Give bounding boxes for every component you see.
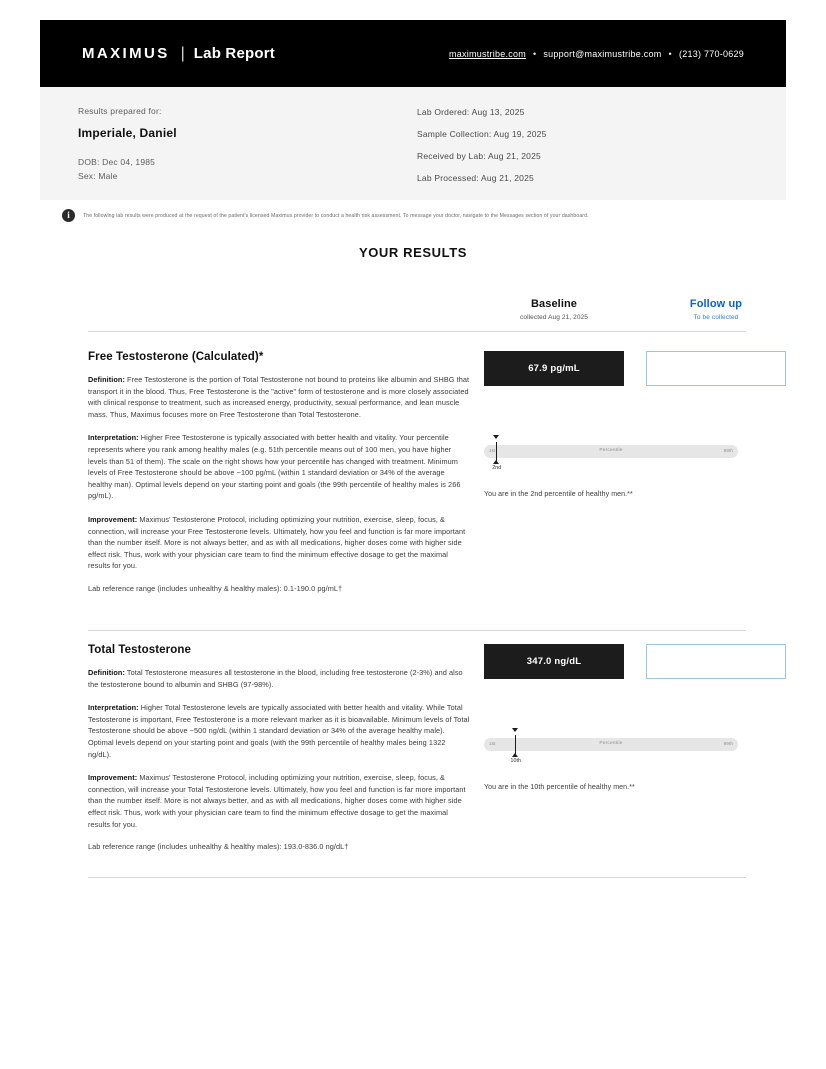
baseline-collected-date: collected Aug 21, 2025: [520, 314, 588, 321]
followup-label: Follow up: [689, 298, 743, 310]
column-header-followup: [646, 298, 786, 321]
interpretation-label: Interpretation:: [88, 433, 139, 443]
patient-sex: Sex: Male: [78, 171, 118, 181]
definition-paragraph: [88, 667, 470, 690]
interpretation-paragraph: [88, 702, 470, 760]
test-title: Free Testosterone (Calculated)*: [88, 351, 264, 363]
lab-reference-range: Lab reference range (includes unhealthy & healthy males): 193.0-836.0 ng/dL†: [88, 842, 349, 852]
disclaimer-row: [62, 209, 778, 222]
percentile-axis-label: Percentile: [599, 448, 623, 453]
definition-paragraph: [88, 374, 470, 420]
test-title: Total Testosterone: [88, 644, 191, 656]
support-email[interactable]: support@maximustribe.com: [543, 48, 662, 59]
baseline-value-box: 67.9 pg/mL: [484, 351, 624, 386]
separator-dot: •: [532, 48, 537, 59]
test-results-free-testosterone: [484, 351, 786, 498]
percentile-scale: [484, 728, 738, 764]
percentile-min-label: 1st: [489, 741, 496, 746]
received-by-lab-date: Received by Lab: Aug 21, 2025: [417, 151, 541, 161]
patient-info-panel: [40, 87, 786, 200]
marker-caret-up-icon: [512, 753, 518, 757]
results-column-headers: [484, 298, 786, 321]
percentile-note: You are in the 10th percentile of healthy men.**: [484, 784, 635, 791]
report-header: [40, 20, 786, 87]
marker-stem: [515, 735, 516, 754]
improvement-label: Improvement:: [88, 773, 138, 783]
value-row: [484, 351, 786, 386]
page-title: YOUR RESULTS: [358, 245, 468, 260]
followup-value-box[interactable]: [646, 644, 786, 679]
percentile-note: You are in the 2nd percentile of healthy men.**: [484, 491, 633, 498]
interpretation-text: Higher Total Testosterone levels are typically associated with better health and vitality. While Total Testosterone is important, Free Testosterone is a more relevant marker as it is bioavailable. Minimum levels of Total Testosterone should be above ~500 ng/dL (within 1 standard deviation or 34% of the average healthy male). Optimal levels depend on your starting point and goals (with the 99th percentile of healthy males being 1322 ng/dL).: [88, 703, 470, 759]
percentile-marker-label: 10th: [510, 758, 522, 764]
prepared-for-label: Results prepared for:: [78, 106, 162, 116]
support-phone[interactable]: (213) 770-0629: [678, 48, 744, 59]
patient-details: [78, 106, 177, 183]
brand-name: MAXIMUS: [82, 45, 170, 62]
divider-line: [88, 877, 746, 878]
interpretation-label: Interpretation:: [88, 703, 139, 713]
percentile-scale: [484, 435, 738, 471]
percentile-max-label: 99th: [723, 741, 733, 746]
info-icon: i: [62, 209, 75, 222]
lab-processed-date: Lab Processed: Aug 21, 2025: [417, 173, 534, 183]
definition-text: Free Testosterone is the portion of Total Testosterone not bound to proteins like albumin and SHBG that transport it in the blood. Thus, Free Testosterone is the "active" form of testosterone and is more closely associated with clinical response to treatment, such as increased energy, productivity, sexual performance, and lean muscle mass. Thus, Maximus focuses more on Free Testosterone than Total Testosterone.: [88, 375, 470, 419]
improvement-label: Improvement:: [88, 514, 138, 524]
marker-caret-up-icon: [493, 460, 499, 464]
test-description-free-testosterone: [88, 351, 470, 593]
baseline-label: Baseline: [530, 298, 578, 310]
improvement-text: Maximus' Testosterone Protocol, including optimizing your nutrition, exercise, sleep, focus, & connection, will increase your Free Testosterone levels. Ultimately, how you feel and function is far more important than the number itself. More is not always better, and as with all medications, higher doses come with higher side effect risk. Thus, work with your physician care team to find the minimum effective dosage to get the maximal results for you.: [88, 514, 466, 571]
header-contact-info: [449, 49, 744, 59]
followup-value-box[interactable]: [646, 351, 786, 386]
interpretation-text: Higher Free Testosterone is typically associated with better health and vitality. Your percentile represents where you rank among healthy males (e.g. 51th percentile means out of 100 men, you have higher levels than 51 of them). The scale on the right shows how your percentile has changed with treatment. Minimum levels of Free Testosterone should be above ~100 pg/mL (within 1 standard deviation or 34% of the average healthy man). Optimal levels depend on your starting point and goals (the 99th percentile of healthy males is 266 pg/mL).: [88, 433, 461, 501]
percentile-min-label: 1st: [489, 448, 496, 453]
divider-line: [88, 630, 746, 631]
brand-lockup: [82, 45, 275, 63]
improvement-paragraph: [88, 514, 470, 572]
marker-caret-down-icon: [493, 435, 499, 439]
percentile-max-label: 99th: [723, 448, 733, 453]
patient-dob: DOB: Dec 04, 1985: [78, 157, 156, 167]
definition-label: Definition:: [88, 668, 125, 677]
test-results-total-testosterone: [484, 644, 786, 791]
lab-ordered-date: Lab Ordered: Aug 13, 2025: [417, 107, 525, 117]
percentile-axis-label: Percentile: [599, 741, 623, 746]
lab-reference-range: Lab reference range (includes unhealthy & healthy males): 0.1-190.0 pg/mL†: [88, 583, 343, 593]
improvement-text: Maximus' Testosterone Protocol, including optimizing your nutrition, exercise, sleep, focus, & connection, will increase your Total Testosterone levels. Ultimately, how you feel and function is far more important than the number itself. More is not always better, and as with all medications, higher doses come with higher side effect risk. Thus, work with your physician care team to find the minimum effective dosage to get the maximal results for you.: [88, 773, 466, 829]
report-type-label: Lab Report: [193, 45, 275, 62]
disclaimer-text: The following lab results were produced at the request of the patient's licensed Maximus provider to conduct a health risk assessment. To message your doctor, navigate to the Messages section of your dashboard.: [83, 212, 589, 219]
definition-text: Total Testosterone measures all testosterone in the blood, including free testosterone (2-3%) and also the testosterone bound to albumin and SHBG (97-98%).: [88, 668, 463, 689]
followup-status: To be collected: [693, 314, 739, 321]
test-description-total-testosterone: [88, 644, 470, 851]
interpretation-paragraph: [88, 432, 470, 502]
definition-label: Definition:: [88, 375, 125, 384]
separator-dot: •: [668, 48, 672, 59]
marker-stem: [496, 442, 497, 461]
percentile-marker-label: 2nd: [492, 465, 502, 471]
brand-divider: |: [180, 44, 185, 62]
baseline-value-box: 347.0 ng/dL: [484, 644, 624, 679]
sample-collection-date: Sample Collection: Aug 19, 2025: [417, 129, 547, 139]
value-row: [484, 644, 786, 679]
column-header-baseline: [484, 298, 624, 321]
marker-caret-down-icon: [512, 728, 518, 732]
divider-line: [88, 331, 746, 332]
lab-dates: [417, 107, 547, 183]
website-link[interactable]: maximustribe.com: [448, 48, 526, 59]
improvement-paragraph: [88, 772, 470, 830]
patient-name: Imperiale, Daniel: [78, 126, 177, 140]
